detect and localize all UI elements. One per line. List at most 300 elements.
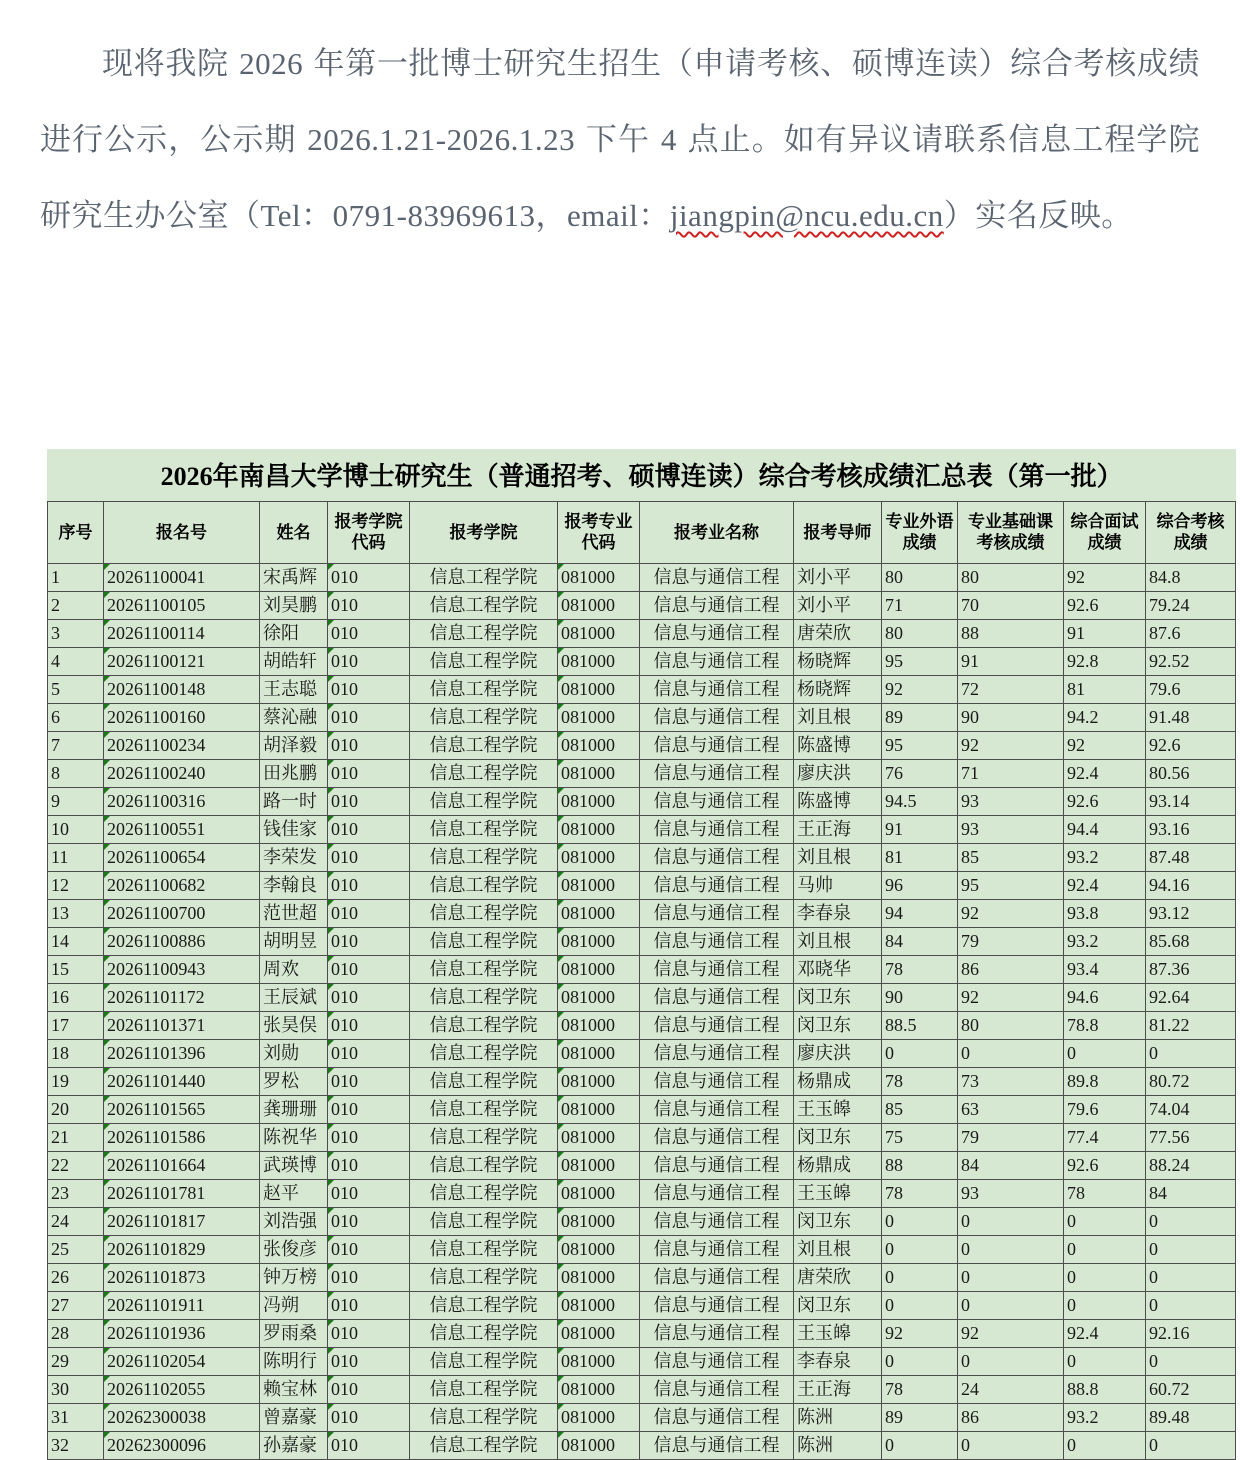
cell-r21-c7: 信息与通信工程 <box>640 1123 794 1151</box>
cell-r18-c10: 0 <box>958 1039 1064 1067</box>
cell-r26-c5: 信息工程学院 <box>410 1263 558 1291</box>
cell-r10-c4: 010 <box>328 815 410 843</box>
cell-r12-c8: 马帅 <box>794 871 882 899</box>
cell-r29-c12: 0 <box>1146 1347 1236 1375</box>
cell-r22-c12: 88.24 <box>1146 1151 1236 1179</box>
cell-r10-c12: 93.16 <box>1146 815 1236 843</box>
table-row <box>48 1151 1236 1179</box>
cell-r11-c4: 010 <box>328 843 410 871</box>
cell-r24-c3: 刘浩强 <box>260 1207 328 1235</box>
cell-r6-c12: 91.48 <box>1146 703 1236 731</box>
cell-r16-c9: 90 <box>882 983 958 1011</box>
cell-r31-c9: 89 <box>882 1403 958 1431</box>
cell-r2-c5: 信息工程学院 <box>410 591 558 619</box>
cell-r23-c1: 23 <box>48 1179 104 1207</box>
cell-r25-c1: 25 <box>48 1235 104 1263</box>
cell-r12-c5: 信息工程学院 <box>410 871 558 899</box>
cell-r20-c6: 081000 <box>558 1095 640 1123</box>
column-header-9: 专业基础课考核成绩 <box>958 501 1064 563</box>
cell-r11-c6: 081000 <box>558 843 640 871</box>
cell-r3-c4: 010 <box>328 619 410 647</box>
column-header-7: 报考导师 <box>794 501 882 563</box>
cell-r23-c11: 78 <box>1064 1179 1146 1207</box>
cell-r27-c5: 信息工程学院 <box>410 1291 558 1319</box>
cell-r13-c4: 010 <box>328 899 410 927</box>
cell-r11-c1: 11 <box>48 843 104 871</box>
cell-r31-c5: 信息工程学院 <box>410 1403 558 1431</box>
column-header-0: 序号 <box>48 501 104 563</box>
cell-r13-c11: 93.8 <box>1064 899 1146 927</box>
table-row <box>48 871 1236 899</box>
cell-r9-c9: 94.5 <box>882 787 958 815</box>
cell-r25-c7: 信息与通信工程 <box>640 1235 794 1263</box>
cell-r1-c11: 92 <box>1064 563 1146 591</box>
cell-r12-c1: 12 <box>48 871 104 899</box>
cell-r26-c6: 081000 <box>558 1263 640 1291</box>
cell-r31-c11: 93.2 <box>1064 1403 1146 1431</box>
cell-r31-c12: 89.48 <box>1146 1403 1236 1431</box>
cell-r28-c11: 92.4 <box>1064 1319 1146 1347</box>
cell-r16-c5: 信息工程学院 <box>410 983 558 1011</box>
table-row <box>48 675 1236 703</box>
cell-r12-c7: 信息与通信工程 <box>640 871 794 899</box>
cell-r27-c2: 20261101911 <box>104 1291 260 1319</box>
cell-r30-c6: 081000 <box>558 1375 640 1403</box>
cell-r17-c1: 17 <box>48 1011 104 1039</box>
cell-r9-c4: 010 <box>328 787 410 815</box>
table-row <box>48 1235 1236 1263</box>
cell-r5-c9: 92 <box>882 675 958 703</box>
cell-r14-c6: 081000 <box>558 927 640 955</box>
cell-r4-c11: 92.8 <box>1064 647 1146 675</box>
cell-r24-c4: 010 <box>328 1207 410 1235</box>
table-row <box>48 1207 1236 1235</box>
cell-r16-c6: 081000 <box>558 983 640 1011</box>
cell-r1-c6: 081000 <box>558 563 640 591</box>
cell-r22-c3: 武瑛博 <box>260 1151 328 1179</box>
cell-r13-c7: 信息与通信工程 <box>640 899 794 927</box>
cell-r8-c9: 76 <box>882 759 958 787</box>
cell-r18-c6: 081000 <box>558 1039 640 1067</box>
cell-r19-c6: 081000 <box>558 1067 640 1095</box>
cell-r4-c9: 95 <box>882 647 958 675</box>
cell-r16-c7: 信息与通信工程 <box>640 983 794 1011</box>
cell-r4-c1: 4 <box>48 647 104 675</box>
cell-r31-c10: 86 <box>958 1403 1064 1431</box>
cell-r19-c10: 73 <box>958 1067 1064 1095</box>
cell-r27-c11: 0 <box>1064 1291 1146 1319</box>
cell-r31-c8: 陈洲 <box>794 1403 882 1431</box>
cell-r8-c11: 92.4 <box>1064 759 1146 787</box>
cell-r3-c1: 3 <box>48 619 104 647</box>
table-row <box>48 815 1236 843</box>
cell-r21-c11: 77.4 <box>1064 1123 1146 1151</box>
cell-r25-c8: 刘且根 <box>794 1235 882 1263</box>
cell-r16-c8: 闵卫东 <box>794 983 882 1011</box>
cell-r6-c1: 6 <box>48 703 104 731</box>
cell-r19-c2: 20261101440 <box>104 1067 260 1095</box>
cell-r21-c1: 21 <box>48 1123 104 1151</box>
cell-r11-c11: 93.2 <box>1064 843 1146 871</box>
cell-r26-c2: 20261101873 <box>104 1263 260 1291</box>
cell-r30-c11: 88.8 <box>1064 1375 1146 1403</box>
cell-r1-c12: 84.8 <box>1146 563 1236 591</box>
cell-r11-c8: 刘且根 <box>794 843 882 871</box>
cell-r4-c4: 010 <box>328 647 410 675</box>
cell-r7-c6: 081000 <box>558 731 640 759</box>
cell-r31-c3: 曾嘉豪 <box>260 1403 328 1431</box>
cell-r20-c9: 85 <box>882 1095 958 1123</box>
cell-r11-c3: 李荣发 <box>260 843 328 871</box>
cell-r30-c3: 赖宝林 <box>260 1375 328 1403</box>
cell-r15-c9: 78 <box>882 955 958 983</box>
cell-r12-c12: 94.16 <box>1146 871 1236 899</box>
cell-r27-c1: 27 <box>48 1291 104 1319</box>
cell-r18-c4: 010 <box>328 1039 410 1067</box>
cell-r7-c11: 92 <box>1064 731 1146 759</box>
cell-r3-c9: 80 <box>882 619 958 647</box>
cell-r26-c4: 010 <box>328 1263 410 1291</box>
cell-r5-c12: 79.6 <box>1146 675 1236 703</box>
cell-r11-c10: 85 <box>958 843 1064 871</box>
cell-r8-c1: 8 <box>48 759 104 787</box>
cell-r23-c2: 20261101781 <box>104 1179 260 1207</box>
cell-r12-c9: 96 <box>882 871 958 899</box>
cell-r10-c11: 94.4 <box>1064 815 1146 843</box>
cell-r4-c10: 91 <box>958 647 1064 675</box>
cell-r32-c3: 孙嘉豪 <box>260 1431 328 1459</box>
cell-r14-c12: 85.68 <box>1146 927 1236 955</box>
cell-r21-c12: 77.56 <box>1146 1123 1236 1151</box>
cell-r3-c11: 91 <box>1064 619 1146 647</box>
cell-r28-c1: 28 <box>48 1319 104 1347</box>
cell-r18-c11: 0 <box>1064 1039 1146 1067</box>
cell-r26-c3: 钟万榜 <box>260 1263 328 1291</box>
cell-r8-c12: 80.56 <box>1146 759 1236 787</box>
cell-r32-c9: 0 <box>882 1431 958 1459</box>
table-row <box>48 1123 1236 1151</box>
cell-r27-c7: 信息与通信工程 <box>640 1291 794 1319</box>
cell-r3-c7: 信息与通信工程 <box>640 619 794 647</box>
table-row <box>48 1039 1236 1067</box>
cell-r17-c3: 张昊俣 <box>260 1011 328 1039</box>
cell-r20-c10: 63 <box>958 1095 1064 1123</box>
cell-r25-c2: 20261101829 <box>104 1235 260 1263</box>
cell-r2-c6: 081000 <box>558 591 640 619</box>
cell-r28-c3: 罗雨桑 <box>260 1319 328 1347</box>
table-row <box>48 1375 1236 1403</box>
cell-r2-c3: 刘昊鹏 <box>260 591 328 619</box>
announcement-text-before-email: 现将我院 2026 年第一批博士研究生招生（申请考核、硕博连读）综合考核成绩进行公示，公示期 2026.1.21-2026.1.23 下午 4 点止。如有异议请联系信息工程学院研究生办公室（Tel：0791-83969613，email： <box>40 46 1200 233</box>
cell-r13-c10: 92 <box>958 899 1064 927</box>
cell-r8-c10: 71 <box>958 759 1064 787</box>
cell-r8-c7: 信息与通信工程 <box>640 759 794 787</box>
cell-r9-c1: 9 <box>48 787 104 815</box>
cell-r2-c4: 010 <box>328 591 410 619</box>
cell-r18-c12: 0 <box>1146 1039 1236 1067</box>
cell-r7-c9: 95 <box>882 731 958 759</box>
cell-r26-c10: 0 <box>958 1263 1064 1291</box>
cell-r4-c5: 信息工程学院 <box>410 647 558 675</box>
cell-r20-c3: 龚珊珊 <box>260 1095 328 1123</box>
cell-r22-c8: 杨鼎成 <box>794 1151 882 1179</box>
cell-r23-c12: 84 <box>1146 1179 1236 1207</box>
cell-r18-c2: 20261101396 <box>104 1039 260 1067</box>
cell-r28-c6: 081000 <box>558 1319 640 1347</box>
cell-r16-c1: 16 <box>48 983 104 1011</box>
cell-r12-c6: 081000 <box>558 871 640 899</box>
cell-r7-c10: 92 <box>958 731 1064 759</box>
table-row <box>48 1011 1236 1039</box>
cell-r21-c2: 20261101586 <box>104 1123 260 1151</box>
cell-r29-c1: 29 <box>48 1347 104 1375</box>
cell-r5-c6: 081000 <box>558 675 640 703</box>
cell-r20-c11: 79.6 <box>1064 1095 1146 1123</box>
cell-r13-c3: 范世超 <box>260 899 328 927</box>
cell-r13-c5: 信息工程学院 <box>410 899 558 927</box>
cell-r9-c6: 081000 <box>558 787 640 815</box>
table-title: 2026年南昌大学博士研究生（普通招考、硕博连读）综合考核成绩汇总表（第一批） <box>48 449 1236 501</box>
cell-r17-c9: 88.5 <box>882 1011 958 1039</box>
cell-r8-c5: 信息工程学院 <box>410 759 558 787</box>
cell-r29-c4: 010 <box>328 1347 410 1375</box>
table-row <box>48 1403 1236 1431</box>
cell-r22-c9: 88 <box>882 1151 958 1179</box>
cell-r1-c1: 1 <box>48 563 104 591</box>
cell-r14-c3: 胡明昱 <box>260 927 328 955</box>
cell-r5-c3: 王志聪 <box>260 675 328 703</box>
table-row <box>48 1319 1236 1347</box>
cell-r15-c8: 邓晓华 <box>794 955 882 983</box>
cell-r17-c6: 081000 <box>558 1011 640 1039</box>
cell-r13-c9: 94 <box>882 899 958 927</box>
cell-r17-c11: 78.8 <box>1064 1011 1146 1039</box>
cell-r11-c9: 81 <box>882 843 958 871</box>
cell-r24-c12: 0 <box>1146 1207 1236 1235</box>
cell-r4-c12: 92.52 <box>1146 647 1236 675</box>
cell-r12-c3: 李翰良 <box>260 871 328 899</box>
cell-r3-c10: 88 <box>958 619 1064 647</box>
cell-r25-c3: 张俊彦 <box>260 1235 328 1263</box>
cell-r6-c7: 信息与通信工程 <box>640 703 794 731</box>
cell-r1-c5: 信息工程学院 <box>410 563 558 591</box>
cell-r23-c10: 93 <box>958 1179 1064 1207</box>
cell-r30-c2: 20261102055 <box>104 1375 260 1403</box>
cell-r25-c5: 信息工程学院 <box>410 1235 558 1263</box>
cell-r32-c6: 081000 <box>558 1431 640 1459</box>
cell-r7-c3: 胡泽毅 <box>260 731 328 759</box>
cell-r31-c7: 信息与通信工程 <box>640 1403 794 1431</box>
cell-r28-c9: 92 <box>882 1319 958 1347</box>
table-row <box>48 1067 1236 1095</box>
cell-r5-c8: 杨晓辉 <box>794 675 882 703</box>
table-row <box>48 955 1236 983</box>
table-row <box>48 983 1236 1011</box>
cell-r23-c5: 信息工程学院 <box>410 1179 558 1207</box>
cell-r6-c3: 蔡沁融 <box>260 703 328 731</box>
cell-r17-c10: 80 <box>958 1011 1064 1039</box>
cell-r9-c12: 93.14 <box>1146 787 1236 815</box>
cell-r11-c12: 87.48 <box>1146 843 1236 871</box>
cell-r1-c4: 010 <box>328 563 410 591</box>
cell-r20-c5: 信息工程学院 <box>410 1095 558 1123</box>
cell-r30-c9: 78 <box>882 1375 958 1403</box>
score-sheet-container <box>47 449 1225 1460</box>
column-header-8: 专业外语成绩 <box>882 501 958 563</box>
cell-r31-c1: 31 <box>48 1403 104 1431</box>
cell-r16-c4: 010 <box>328 983 410 1011</box>
cell-r15-c5: 信息工程学院 <box>410 955 558 983</box>
cell-r24-c10: 0 <box>958 1207 1064 1235</box>
cell-r24-c11: 0 <box>1064 1207 1146 1235</box>
cell-r22-c7: 信息与通信工程 <box>640 1151 794 1179</box>
cell-r13-c1: 13 <box>48 899 104 927</box>
cell-r7-c4: 010 <box>328 731 410 759</box>
column-header-5: 报考专业代码 <box>558 501 640 563</box>
cell-r2-c12: 79.24 <box>1146 591 1236 619</box>
cell-r19-c12: 80.72 <box>1146 1067 1236 1095</box>
cell-r5-c5: 信息工程学院 <box>410 675 558 703</box>
cell-r6-c8: 刘且根 <box>794 703 882 731</box>
table-row <box>48 591 1236 619</box>
cell-r19-c11: 89.8 <box>1064 1067 1146 1095</box>
cell-r30-c10: 24 <box>958 1375 1064 1403</box>
cell-r15-c2: 20261100943 <box>104 955 260 983</box>
cell-r31-c4: 010 <box>328 1403 410 1431</box>
cell-r21-c3: 陈祝华 <box>260 1123 328 1151</box>
cell-r26-c12: 0 <box>1146 1263 1236 1291</box>
cell-r9-c11: 92.6 <box>1064 787 1146 815</box>
cell-r26-c1: 26 <box>48 1263 104 1291</box>
cell-r25-c11: 0 <box>1064 1235 1146 1263</box>
cell-r25-c12: 0 <box>1146 1235 1236 1263</box>
cell-r18-c9: 0 <box>882 1039 958 1067</box>
cell-r2-c2: 20261100105 <box>104 591 260 619</box>
cell-r8-c4: 010 <box>328 759 410 787</box>
cell-r26-c7: 信息与通信工程 <box>640 1263 794 1291</box>
column-header-10: 综合面试成绩 <box>1064 501 1146 563</box>
table-row <box>48 731 1236 759</box>
cell-r9-c7: 信息与通信工程 <box>640 787 794 815</box>
cell-r7-c1: 7 <box>48 731 104 759</box>
cell-r14-c4: 010 <box>328 927 410 955</box>
table-row <box>48 703 1236 731</box>
cell-r29-c2: 20261102054 <box>104 1347 260 1375</box>
cell-r22-c6: 081000 <box>558 1151 640 1179</box>
cell-r2-c9: 71 <box>882 591 958 619</box>
cell-r13-c6: 081000 <box>558 899 640 927</box>
cell-r10-c8: 王正海 <box>794 815 882 843</box>
cell-r15-c1: 15 <box>48 955 104 983</box>
cell-r3-c3: 徐阳 <box>260 619 328 647</box>
cell-r2-c10: 70 <box>958 591 1064 619</box>
cell-r32-c7: 信息与通信工程 <box>640 1431 794 1459</box>
cell-r17-c12: 81.22 <box>1146 1011 1236 1039</box>
table-header-row <box>48 501 1236 563</box>
cell-r16-c2: 20261101172 <box>104 983 260 1011</box>
cell-r19-c7: 信息与通信工程 <box>640 1067 794 1095</box>
cell-r1-c10: 80 <box>958 563 1064 591</box>
cell-r28-c10: 92 <box>958 1319 1064 1347</box>
cell-r28-c12: 92.16 <box>1146 1319 1236 1347</box>
cell-r20-c8: 王玉皞 <box>794 1095 882 1123</box>
cell-r32-c10: 0 <box>958 1431 1064 1459</box>
column-header-3: 报考学院代码 <box>328 501 410 563</box>
cell-r4-c6: 081000 <box>558 647 640 675</box>
cell-r26-c11: 0 <box>1064 1263 1146 1291</box>
cell-r18-c1: 18 <box>48 1039 104 1067</box>
cell-r23-c7: 信息与通信工程 <box>640 1179 794 1207</box>
cell-r18-c7: 信息与通信工程 <box>640 1039 794 1067</box>
cell-r32-c4: 010 <box>328 1431 410 1459</box>
cell-r17-c4: 010 <box>328 1011 410 1039</box>
cell-r15-c7: 信息与通信工程 <box>640 955 794 983</box>
cell-r2-c11: 92.6 <box>1064 591 1146 619</box>
cell-r15-c10: 86 <box>958 955 1064 983</box>
cell-r1-c8: 刘小平 <box>794 563 882 591</box>
cell-r13-c12: 93.12 <box>1146 899 1236 927</box>
cell-r16-c12: 92.64 <box>1146 983 1236 1011</box>
cell-r25-c10: 0 <box>958 1235 1064 1263</box>
cell-r15-c11: 93.4 <box>1064 955 1146 983</box>
cell-r22-c5: 信息工程学院 <box>410 1151 558 1179</box>
table-row <box>48 899 1236 927</box>
cell-r9-c5: 信息工程学院 <box>410 787 558 815</box>
cell-r32-c2: 20262300096 <box>104 1431 260 1459</box>
cell-r4-c3: 胡皓轩 <box>260 647 328 675</box>
table-title-row <box>48 449 1236 501</box>
cell-r23-c8: 王玉皞 <box>794 1179 882 1207</box>
cell-r7-c7: 信息与通信工程 <box>640 731 794 759</box>
cell-r17-c5: 信息工程学院 <box>410 1011 558 1039</box>
cell-r6-c2: 20261100160 <box>104 703 260 731</box>
cell-r27-c8: 闵卫东 <box>794 1291 882 1319</box>
cell-r14-c11: 93.2 <box>1064 927 1146 955</box>
cell-r20-c1: 20 <box>48 1095 104 1123</box>
cell-r5-c1: 5 <box>48 675 104 703</box>
cell-r29-c8: 李春泉 <box>794 1347 882 1375</box>
cell-r27-c10: 0 <box>958 1291 1064 1319</box>
cell-r10-c6: 081000 <box>558 815 640 843</box>
cell-r9-c10: 93 <box>958 787 1064 815</box>
cell-r28-c2: 20261101936 <box>104 1319 260 1347</box>
cell-r7-c2: 20261100234 <box>104 731 260 759</box>
cell-r8-c6: 081000 <box>558 759 640 787</box>
cell-r21-c9: 75 <box>882 1123 958 1151</box>
cell-r29-c11: 0 <box>1064 1347 1146 1375</box>
cell-r15-c3: 周欢 <box>260 955 328 983</box>
table-row <box>48 787 1236 815</box>
cell-r18-c8: 廖庆洪 <box>794 1039 882 1067</box>
cell-r11-c7: 信息与通信工程 <box>640 843 794 871</box>
cell-r29-c9: 0 <box>882 1347 958 1375</box>
cell-r4-c2: 20261100121 <box>104 647 260 675</box>
cell-r30-c8: 王正海 <box>794 1375 882 1403</box>
cell-r1-c3: 宋禹辉 <box>260 563 328 591</box>
table-row <box>48 647 1236 675</box>
cell-r30-c1: 30 <box>48 1375 104 1403</box>
cell-r3-c8: 唐荣欣 <box>794 619 882 647</box>
table-row <box>48 563 1236 591</box>
cell-r19-c9: 78 <box>882 1067 958 1095</box>
cell-r6-c4: 010 <box>328 703 410 731</box>
cell-r12-c11: 92.4 <box>1064 871 1146 899</box>
cell-r27-c3: 冯朔 <box>260 1291 328 1319</box>
column-header-4: 报考学院 <box>410 501 558 563</box>
cell-r10-c10: 93 <box>958 815 1064 843</box>
table-row <box>48 843 1236 871</box>
cell-r24-c6: 081000 <box>558 1207 640 1235</box>
